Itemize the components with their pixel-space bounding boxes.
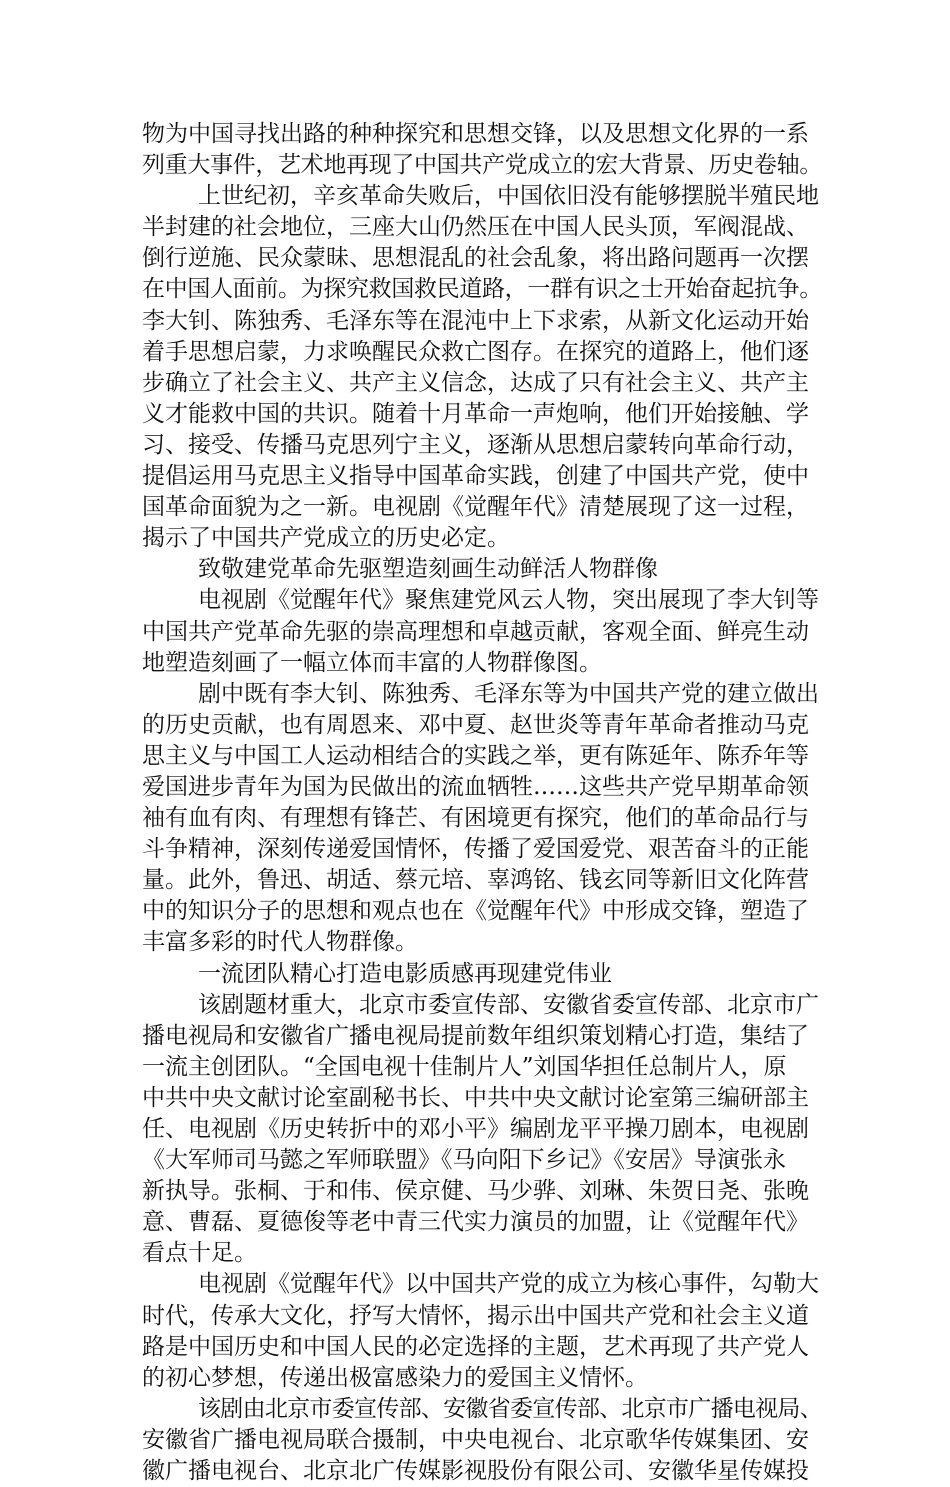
text-line: 任、电视剧《历史转折中的邓小平》编剧龙平平操刀剧本，电视剧 [142,1116,809,1142]
text-line: 中共中央文献讨论室副秘书长、中共中央文献讨论室第三编研部主 [142,1084,809,1111]
text-line: 路是中国历史和中国人民的必定选择的主题，艺术再现了共产党人 [142,1333,809,1360]
text-line: 播电视局和安徽省广播电视局提前数年组织策划精心打造，集结了 [142,1022,809,1049]
text-line: 中的知识分子的思想和观点也在《觉醒年代》中形成交锋，塑造了 [142,898,809,925]
text-line: 半封建的社会地位，三座大山仍然压在中国人民头顶，军阀混战、 [142,214,809,241]
text-line: 爱国进步青年为国为民做出的流血牺牲……这些共产党早期革命领 [142,773,809,800]
text-line: 物为中国寻找出路的种种探究和思想交锋，以及思想文化界的一系 [142,121,809,147]
text-line: 电视剧《觉醒年代》以中国共产党的成立为核心事件，勾勒大 [198,1271,819,1298]
text-line: 徽广播电视台、北京北广传媒影视股份有限公司、安徽华星传媒投 [142,1458,809,1485]
text-line: 习、接受、传播马克思列宁主义，逐渐从思想启蒙转向革命行动， [142,431,809,458]
text-line: 在中国人面前。为探究救国救民道路，一群有识之士开始奋起抗争。 [142,276,823,303]
text-line: 上世纪初，辛亥革命失败后，中国依旧没有能够摆脱半殖民地 [198,183,819,210]
text-line: 致敬建党革命先驱塑造刻画生动鲜活人物群像 [198,556,658,583]
text-line: 该剧题材重大，北京市委宣传部、安徽省委宣传部、北京市广 [198,991,819,1018]
text-line: 剧中既有李大钊、陈独秀、毛泽东等为中国共产党的建立做出 [198,680,819,707]
text-line: 安徽省广播电视局联合摄制，中央电视台、北京歌华传媒集团、安 [142,1426,809,1453]
text-line: 倒行逆施、民众蒙昧、思想混乱的社会乱象，将出路问题再一次摆 [142,245,809,272]
text-line: 一流团队精心打造电影质感再现建党伟业 [198,960,612,987]
text-line: 着手思想启蒙，力求唤醒民众救亡图存。在探究的道路上，他们逐 [142,338,809,365]
text-line: 《大军师司马懿之军师联盟》《马向阳下乡记》《安居》导演张永 [142,1147,786,1174]
text-line: 看点十足。 [142,1240,257,1267]
text-line: 斗争精神，深刻传递爱国情怀，传播了爱国爱党、艰苦奋斗的正能 [142,836,809,863]
text-line: 提倡运用马克思主义指导中国革命实践，创建了中国共产党，使中 [142,463,809,490]
text-line: 袖有血有肉、有理想有锋芒、有困境更有探究，他们的革命品行与 [142,805,809,832]
text-line: 揭示了中国共产党成立的历史必定。 [142,525,510,552]
text-line: 时代，传承大文化，抒写大情怀，揭示出中国共产党和社会主义道 [142,1302,809,1329]
text-line: 李大钊、陈独秀、毛泽东等在混沌中上下求索，从新文化运动开始 [142,307,809,334]
text-line: 电视剧《觉醒年代》聚焦建党风云人物，突出展现了李大钊等 [198,587,819,614]
text-line: 义才能救中国的共识。随着十月革命一声炮响，他们开始接触、学 [142,400,809,427]
text-line: 丰富多彩的时代人物群像。 [142,929,418,956]
text-line: 一流主创团队。“全国电视十佳制片人”刘国华担任总制片人，原 [142,1053,787,1080]
text-line: 地塑造刻画了一幅立体而丰富的人物群像图。 [142,649,602,676]
text-line: 的历史贡献，也有周恩来、邓中夏、赵世炎等青年革命者推动马克 [142,711,809,738]
text-line: 国革命面貌为之一新。电视剧《觉醒年代》清楚展现了这一过程， [142,494,809,521]
text-line: 的初心梦想，传递出极富感染力的爱国主义情怀。 [142,1364,648,1391]
text-line: 该剧由北京市委宣传部、安徽省委宣传部、北京市广播电视局、 [198,1395,823,1422]
text-line: 步确立了社会主义、共产主义信念，达成了只有社会主义、共产主 [142,369,809,396]
text-line: 意、曹磊、夏德俊等老中青三代实力演员的加盟，让《觉醒年代》 [142,1209,809,1236]
text-line: 中国共产党革命先驱的崇高理想和卓越贡献，客观全面、鲜亮生动 [142,618,809,645]
text-line: 列重大事件，艺术地再现了中国共产党成立的宏大背景、历史卷轴。 [142,152,823,179]
text-line: 量。此外，鲁迅、胡适、蔡元培、辜鸿铭、钱玄同等新旧文化阵营 [142,867,809,894]
text-line: 思主义与中国工人运动相结合的实践之举，更有陈延年、陈乔年等 [142,742,809,769]
text-line: 新执导。张桐、于和伟、侯京健、马少骅、刘琳、朱贺日尧、张晚 [142,1178,809,1205]
document-page [142,119,822,1487]
